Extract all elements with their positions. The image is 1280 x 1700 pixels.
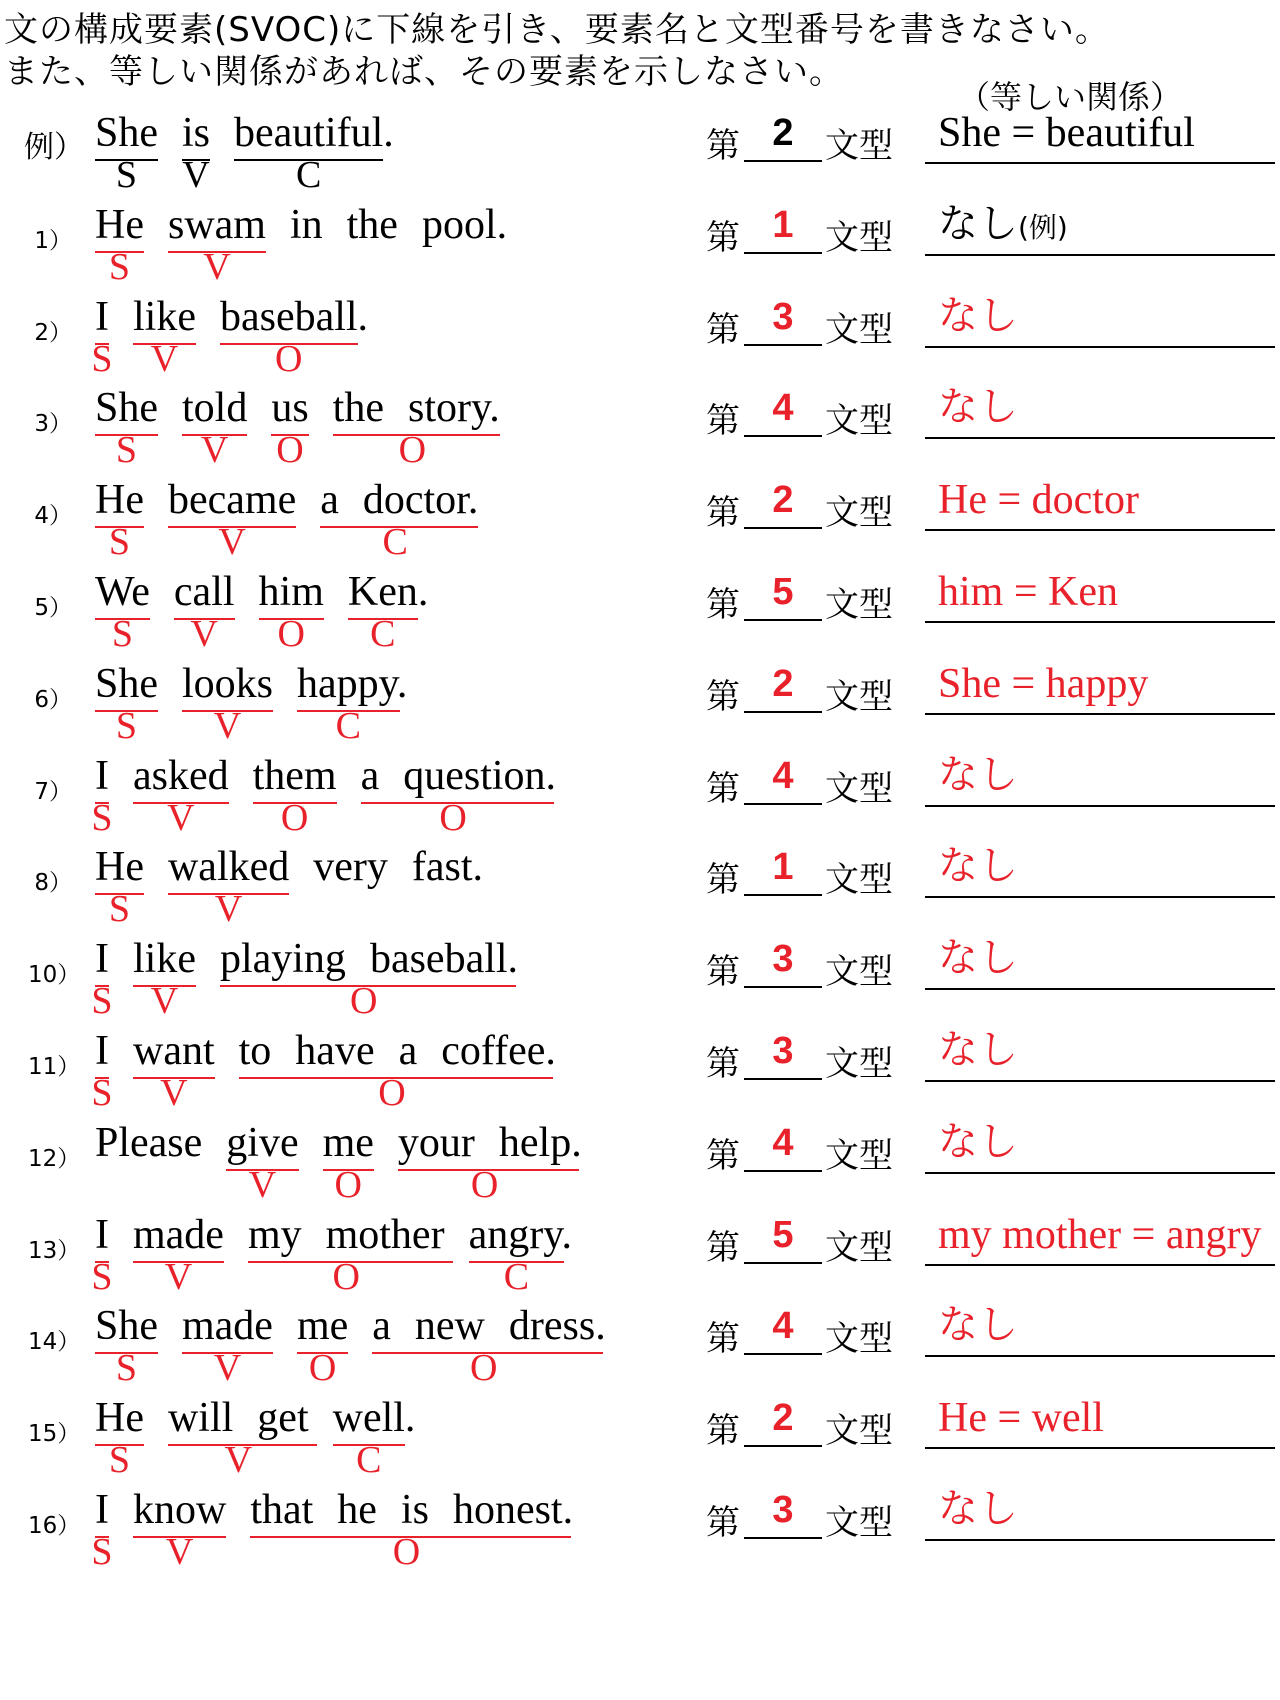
element-label: V xyxy=(164,1255,193,1298)
element-label: S xyxy=(91,1531,113,1573)
exercise-row xyxy=(0,292,1280,392)
sentence xyxy=(91,1210,715,1310)
sentence-word: baseball. xyxy=(369,936,519,983)
sentence-pattern-number: 5 xyxy=(744,567,822,621)
element-label: V xyxy=(150,337,179,380)
sentence-word: made xyxy=(182,1303,273,1350)
sentence-word: is xyxy=(400,1487,429,1533)
sentence-word: asked xyxy=(132,752,229,799)
equal-relation-answer xyxy=(938,1028,1018,1072)
exercise-row xyxy=(0,659,1280,759)
element-label: S xyxy=(111,613,134,655)
dai-label: 第 xyxy=(706,309,740,350)
sentence-word: playing xyxy=(219,936,346,983)
element-label: O xyxy=(280,796,309,839)
sentence-word: me xyxy=(296,1303,349,1350)
item-number: 例） xyxy=(24,130,84,165)
element-label: O xyxy=(470,1163,499,1206)
element-label: O xyxy=(350,980,378,1023)
element-label: V xyxy=(218,521,246,564)
element-label: S xyxy=(108,521,131,564)
equal-relation-text: He = well xyxy=(938,1395,1104,1442)
sentence-word: happy. xyxy=(297,660,408,707)
equal-relation-answer xyxy=(938,1303,1018,1347)
sentence-pattern-number: 5 xyxy=(744,1210,822,1264)
element-label: O xyxy=(277,613,305,655)
element-label: V xyxy=(248,1163,277,1206)
example-note: (例) xyxy=(1018,210,1068,244)
sentence-word: like xyxy=(132,936,196,983)
sentence xyxy=(95,475,715,575)
sentence-word: us xyxy=(271,385,309,432)
answer-line xyxy=(925,896,1275,898)
equal-relation-text: なし xyxy=(938,1118,1018,1165)
element-label: O xyxy=(398,429,427,472)
item-number: 5） xyxy=(34,595,72,621)
element-label: V xyxy=(213,704,242,747)
dai-label: 第 xyxy=(706,1044,740,1084)
sentence-pattern-number: 3 xyxy=(744,292,822,346)
element-label: V xyxy=(167,796,195,839)
sentence-word: the xyxy=(346,201,398,248)
instruction-line-2: また、等しい関係があれば、その要素を示しなさい。 xyxy=(4,52,844,92)
sentence-pattern-number: 1 xyxy=(744,842,822,896)
answer-line xyxy=(925,162,1275,164)
sentence-word: get xyxy=(257,1395,309,1442)
sentence-word: will xyxy=(167,1395,234,1442)
element-label: V xyxy=(203,245,231,288)
item-number: 8） xyxy=(34,870,72,897)
sentence-word: a xyxy=(372,1303,391,1350)
sentence-word: Ken. xyxy=(347,569,429,615)
item-number: 3） xyxy=(34,411,72,438)
item-number: 7） xyxy=(34,778,72,805)
bunkei-label: 文型 xyxy=(825,126,893,166)
sentence-word: a xyxy=(398,1028,418,1074)
equal-relation-answer xyxy=(938,477,1139,523)
equal-relation-text: なし xyxy=(938,1486,1018,1532)
item-number: 1） xyxy=(34,227,72,254)
element-label: S xyxy=(115,429,138,472)
element-label: S xyxy=(115,154,138,196)
sentence-pattern-number: 1 xyxy=(744,200,822,254)
exercise-row xyxy=(0,751,1280,851)
sentence xyxy=(95,383,715,483)
equal-relation-text: なし xyxy=(938,935,1018,982)
equal-relation-answer xyxy=(938,110,1195,156)
exercise-row xyxy=(0,1485,1280,1585)
exercise-row xyxy=(0,200,1280,300)
answer-line xyxy=(925,346,1275,348)
bunkei-label: 文型 xyxy=(825,1503,893,1543)
equal-relation-header: （等しい関係） xyxy=(958,78,1183,116)
sentence xyxy=(95,567,715,667)
answer-line xyxy=(925,621,1275,623)
element-label: S xyxy=(91,1072,113,1114)
element-label: O xyxy=(332,1255,360,1298)
equal-relation-answer xyxy=(938,1395,1104,1441)
sentence-pattern-number: 2 xyxy=(744,475,822,529)
element-label: C xyxy=(295,154,322,196)
sentence-word: She xyxy=(95,385,158,432)
sentence-word: She xyxy=(95,110,158,156)
dai-label: 第 xyxy=(706,217,740,258)
sentence xyxy=(95,200,715,300)
dai-label: 第 xyxy=(706,1135,740,1176)
sentence-word: dress. xyxy=(508,1303,606,1350)
element-label: V xyxy=(213,1347,242,1390)
exercise-row xyxy=(0,1026,1280,1126)
sentence-word: help. xyxy=(498,1119,582,1166)
sentence-pattern-number: 3 xyxy=(744,934,822,988)
sentence-word: question. xyxy=(403,752,557,799)
sentence-word: to xyxy=(238,1028,272,1074)
equal-relation-answer xyxy=(938,844,1018,888)
sentence-word: He xyxy=(95,477,144,524)
sentence-word: coffee. xyxy=(441,1028,556,1074)
equal-relation-answer xyxy=(938,569,1118,615)
bunkei-label: 文型 xyxy=(825,1411,893,1452)
sentence-word: angry. xyxy=(468,1211,572,1258)
bunkei-label: 文型 xyxy=(825,309,893,350)
sentence-word: I xyxy=(95,752,109,799)
exercise-row xyxy=(0,1393,1280,1493)
element-label: V xyxy=(182,154,210,196)
answer-line xyxy=(925,988,1275,990)
item-number: 12） xyxy=(28,1145,81,1172)
equal-relation-text: なし xyxy=(938,384,1018,431)
element-label: V xyxy=(150,980,179,1023)
bunkei-label: 文型 xyxy=(825,676,893,717)
equal-relation-text: なし xyxy=(938,200,1018,247)
sentence xyxy=(91,751,715,851)
sentence-pattern-number: 4 xyxy=(744,751,822,805)
sentence-word: want xyxy=(132,1028,215,1074)
bunkei-label: 文型 xyxy=(825,768,893,809)
bunkei-label: 文型 xyxy=(825,860,893,901)
sentence-word: a xyxy=(320,477,339,524)
sentence xyxy=(95,842,715,942)
bunkei-label: 文型 xyxy=(825,585,893,625)
sentence xyxy=(91,1026,715,1126)
element-label: C xyxy=(382,521,408,564)
equal-relation-text: なし xyxy=(938,843,1018,890)
sentence-word: that xyxy=(250,1487,314,1533)
sentence xyxy=(95,108,715,208)
bunkei-label: 文型 xyxy=(825,217,893,258)
sentence-pattern-number: 3 xyxy=(744,1026,822,1080)
element-label: V xyxy=(214,888,243,931)
element-label: V xyxy=(200,429,229,472)
bunkei-label: 文型 xyxy=(825,1319,893,1360)
element-label: O xyxy=(378,1072,406,1114)
dai-label: 第 xyxy=(706,585,740,625)
equal-relation-answer xyxy=(938,936,1018,980)
dai-label: 第 xyxy=(706,493,740,534)
sentence-word: mother xyxy=(325,1211,445,1258)
element-label: O xyxy=(469,1347,498,1390)
sentence-word: I xyxy=(95,936,109,983)
sentence xyxy=(95,659,715,759)
instruction-line-1: 文の構成要素(SVOC)に下線を引き、要素名と文型番号を書きなさい。 xyxy=(4,10,1110,50)
element-label: O xyxy=(439,796,467,839)
equal-relation-text: なし xyxy=(938,292,1018,339)
sentence-word: I xyxy=(95,1487,109,1533)
element-label: C xyxy=(335,704,362,747)
sentence-word: beautiful. xyxy=(234,110,394,156)
dai-label: 第 xyxy=(706,1503,740,1543)
dai-label: 第 xyxy=(706,126,740,166)
bunkei-label: 文型 xyxy=(825,401,893,442)
equal-relation-answer xyxy=(938,753,1018,797)
dai-label: 第 xyxy=(706,768,740,809)
sentence-word: the xyxy=(332,385,384,432)
element-label: S xyxy=(108,1439,131,1482)
sentence-word: I xyxy=(95,1211,109,1258)
sentence xyxy=(91,292,715,392)
item-number: 14） xyxy=(28,1329,81,1356)
equal-relation-answer xyxy=(938,385,1018,429)
sentence-pattern-number: 3 xyxy=(744,1485,822,1539)
answer-line xyxy=(925,805,1275,807)
sentence-word: give xyxy=(226,1119,299,1166)
sentence-word: in xyxy=(289,201,323,248)
sentence xyxy=(95,1301,715,1401)
answer-line xyxy=(925,1264,1275,1266)
sentence-word: him xyxy=(258,569,324,615)
exercise-row xyxy=(0,1210,1280,1310)
sentence-word: I xyxy=(95,1028,109,1074)
equal-relation-text: She = happy xyxy=(938,660,1149,707)
equal-relation-text: my mother = angry xyxy=(938,1211,1262,1258)
answer-line xyxy=(925,713,1275,715)
sentence-word: We xyxy=(95,569,150,615)
sentence-word: new xyxy=(414,1303,485,1350)
equal-relation-text: He = doctor xyxy=(938,477,1139,524)
sentence-word: story. xyxy=(407,385,500,432)
element-label: S xyxy=(91,1255,113,1298)
element-label: O xyxy=(334,1163,362,1206)
sentence-word: very xyxy=(313,844,388,891)
item-number: 10） xyxy=(28,962,81,989)
sentence-pattern-number: 4 xyxy=(744,1118,822,1172)
sentence-word: pool. xyxy=(421,201,508,248)
sentence-word: have xyxy=(295,1028,375,1074)
item-number: 15） xyxy=(28,1421,81,1448)
sentence-word: He xyxy=(95,201,144,248)
answer-line xyxy=(925,529,1275,531)
answer-line xyxy=(925,1172,1275,1174)
element-label: C xyxy=(370,613,396,655)
bunkei-label: 文型 xyxy=(825,1044,893,1084)
element-label: S xyxy=(91,337,113,380)
exercise-row xyxy=(0,567,1280,667)
answer-line xyxy=(925,1080,1275,1082)
sentence-pattern-number: 4 xyxy=(744,1301,822,1355)
sentence-word: honest. xyxy=(452,1487,574,1533)
bunkei-label: 文型 xyxy=(825,1135,893,1176)
dai-label: 第 xyxy=(706,952,740,993)
element-label: V xyxy=(165,1531,194,1573)
element-label: S xyxy=(115,704,138,747)
sentence-pattern-number: 4 xyxy=(744,383,822,437)
sentence xyxy=(95,1393,715,1493)
example-row xyxy=(0,108,1280,208)
sentence-word: I xyxy=(95,293,109,340)
dai-label: 第 xyxy=(706,1227,740,1268)
answer-line xyxy=(925,1447,1275,1449)
sentence-word: well. xyxy=(332,1395,416,1442)
element-label: O xyxy=(276,429,304,472)
dai-label: 第 xyxy=(706,676,740,717)
sentence-pattern-number: 2 xyxy=(744,1393,822,1447)
sentence-word: became xyxy=(167,477,297,524)
element-label: O xyxy=(308,1347,337,1390)
equal-relation-text: なし xyxy=(938,1302,1018,1349)
equal-relation-answer xyxy=(938,202,1068,246)
sentence-word: them xyxy=(252,752,337,799)
sentence-word: baseball. xyxy=(219,293,369,340)
exercise-row xyxy=(0,475,1280,575)
element-label: S xyxy=(108,245,131,288)
exercise-row xyxy=(0,842,1280,942)
sentence-word: made xyxy=(132,1211,224,1258)
answer-line xyxy=(925,1539,1275,1541)
sentence-word: like xyxy=(132,293,196,340)
sentence-word: told xyxy=(182,385,248,432)
item-number: 2） xyxy=(34,319,72,346)
sentence-word: he xyxy=(337,1487,377,1533)
item-number: 13） xyxy=(28,1237,81,1264)
answer-line xyxy=(925,437,1275,439)
sentence-word: a xyxy=(360,752,380,799)
sentence xyxy=(91,1485,715,1585)
dai-label: 第 xyxy=(706,860,740,901)
equal-relation-answer xyxy=(938,1120,1018,1164)
equal-relation-text: him = Ken xyxy=(938,569,1118,615)
element-label: S xyxy=(91,980,113,1023)
answer-line xyxy=(925,1355,1275,1357)
sentence-word: know xyxy=(132,1487,227,1533)
sentence-word: doctor. xyxy=(362,477,479,524)
sentence-word: She xyxy=(95,660,158,707)
sentence-word: your xyxy=(397,1119,475,1166)
equal-relation-text: She = beautiful xyxy=(938,110,1195,156)
element-label: S xyxy=(91,796,113,839)
element-label: S xyxy=(115,1347,138,1390)
answer-line xyxy=(925,254,1275,256)
sentence xyxy=(91,934,715,1034)
sentence-word: He xyxy=(95,1395,144,1442)
dai-label: 第 xyxy=(706,1319,740,1360)
sentence-word: He xyxy=(95,844,144,891)
sentence xyxy=(95,1118,715,1218)
bunkei-label: 文型 xyxy=(825,1227,893,1268)
equal-relation-answer xyxy=(938,1487,1018,1531)
bunkei-label: 文型 xyxy=(825,952,893,993)
sentence-pattern-number: 2 xyxy=(744,659,822,713)
equal-relation-answer xyxy=(938,661,1148,707)
dai-label: 第 xyxy=(706,401,740,442)
sentence-word: swam xyxy=(167,201,266,248)
sentence-word: my xyxy=(247,1211,302,1258)
item-number: 4） xyxy=(34,503,72,530)
exercise-row xyxy=(0,1118,1280,1218)
element-label: S xyxy=(108,888,131,931)
equal-relation-answer xyxy=(938,294,1018,338)
element-label: V xyxy=(160,1072,188,1114)
element-label: O xyxy=(392,1531,421,1573)
bunkei-label: 文型 xyxy=(825,493,893,534)
dai-label: 第 xyxy=(706,1411,740,1452)
element-label: O xyxy=(275,337,303,380)
item-number: 16） xyxy=(28,1513,81,1539)
element-label: V xyxy=(224,1439,253,1482)
exercise-row xyxy=(0,1301,1280,1401)
item-number: 11） xyxy=(28,1054,81,1080)
sentence-word: is xyxy=(182,110,211,156)
sentence-word: call xyxy=(173,569,235,615)
sentence-word: Please xyxy=(95,1119,203,1166)
exercise-row xyxy=(0,383,1280,483)
element-label: V xyxy=(190,613,218,655)
sentence-word: fast. xyxy=(411,844,484,891)
sentence-word: walked xyxy=(167,844,290,891)
sentence-word: me xyxy=(322,1119,374,1166)
equal-relation-answer xyxy=(938,1212,1261,1258)
sentence-word: She xyxy=(95,1303,158,1350)
sentence-pattern-number: 2 xyxy=(744,108,822,162)
item-number: 6） xyxy=(34,686,72,713)
equal-relation-text: なし xyxy=(938,751,1018,798)
sentence-word: looks xyxy=(182,660,274,707)
element-label: C xyxy=(503,1255,530,1298)
exercise-row xyxy=(0,934,1280,1034)
equal-relation-text: なし xyxy=(938,1027,1018,1073)
element-label: C xyxy=(356,1439,382,1482)
